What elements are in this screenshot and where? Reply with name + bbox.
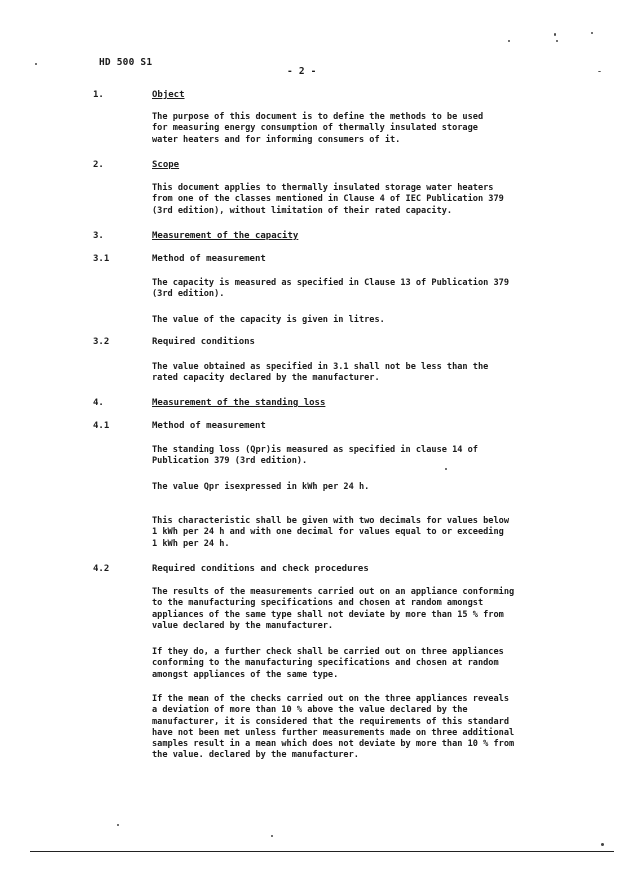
document-id: HD 500 S1 [99,57,153,68]
scan-speck [601,843,604,846]
scan-speck [271,835,273,837]
scan-speck [117,824,119,826]
section-4-2-text: The results of the measurements carried out on an appliance conforming to the manufacturing specifications and chosen at random amongst appliances of the same type shall not deviate by more than 15 % from value declared by the manufacturer. [152,587,515,631]
section-4-1-unit-text: The value Qpr isexpressed in kWh per 24 h. [152,482,370,492]
page-number: - 2 - [287,66,317,77]
bottom-rule [30,851,614,852]
scan-speck [554,33,556,36]
section-4-number: 4. [93,398,104,408]
section-4-2-title: Required conditions and check procedures [152,564,369,574]
section-3-title: Measurement of the capacity [152,231,299,241]
section-1-text: The purpose of this document is to define the methods to be used for measuring energy consumption of thermally insulated storage water heaters and for informing consumers of it. [152,112,484,145]
section-2-title: Scope [152,160,180,170]
section-3-2-title: Required conditions [152,337,255,347]
section-4-2-number: 4.2 [93,564,110,574]
section-4-2-mean-text: If the mean of the checks carried out on the three appliances reveals a deviation of more than 10 % above the value declared by the manufacturer, it is considered that the requirements of this standard have not been met unless further measurements made on three additional samples result in a mean which does not deviate by more than 10 % from the value. declared by the manufacturer. [152,694,515,761]
section-1-number: 1. [93,90,104,100]
section-3-1-number: 3.1 [93,254,110,264]
section-3-2-number: 3.2 [93,337,110,347]
section-4-1-text: The standing loss (Qpr)is measured as specified in clause 14 of Publication 379 (3rd edition). [152,445,478,467]
scan-speck [598,71,601,72]
section-3-1-text: The capacity is measured as specified in Clause 13 of Publication 379 (3rd edition). [152,278,509,300]
section-2-text: This document applies to thermally insulated storage water heaters from one of the classes mentioned in Clause 4 of IEC Publication 379 (3rd edition), without limitation of their rated capacity. [152,183,504,216]
section-4-title: Measurement of the standing loss [152,398,326,408]
scan-speck [591,32,593,34]
section-4-1-number: 4.1 [93,421,110,431]
section-4-1-title: Method of measurement [152,421,266,431]
scan-speck [556,40,558,42]
scan-speck [35,63,37,65]
scan-speck [445,468,447,470]
section-2-number: 2. [93,160,104,170]
section-3-number: 3. [93,231,104,241]
section-3-1-unit-text: The value of the capacity is given in litres. [152,315,385,325]
section-4-1-decimals-text: This characteristic shall be given with two decimals for values below 1 kWh per 24 h and with one decimal for values equal to or exceeding 1 kWh per 24 h. [152,516,509,549]
section-3-2-text: The value obtained as specified in 3.1 shall not be less than the rated capacity declared by the manufacturer. [152,362,489,384]
section-4-2-further-check-text: If they do, a further check shall be carried out on three appliances conforming to the manufacturing specifications and chosen at random amongst appliances of the same type. [152,647,504,680]
scan-speck [508,40,510,42]
section-1-title: Object [152,90,185,100]
section-3-1-title: Method of measurement [152,254,266,264]
